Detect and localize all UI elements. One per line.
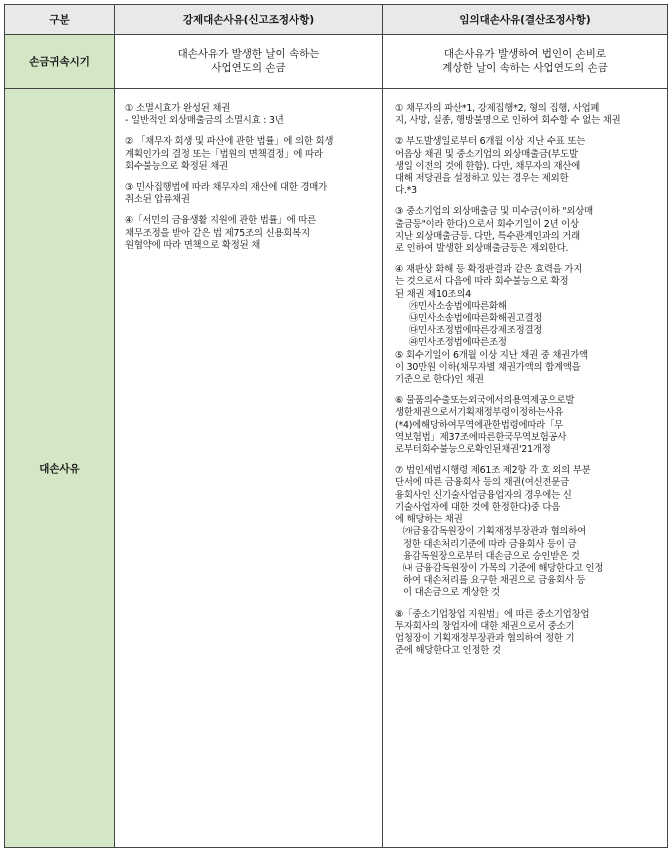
item7-subitem-a: ㈎금융감독원장이 기획재정부장관과 협의하여 정한 대손처리기준에 따라 금융회사 등이 금 융감독원장으로부터 대손금으로 승인받은 것 [403, 526, 587, 562]
voluntary-item-4: ④ 재판상 화해 등 확정판결과 같은 효력을 가지 는 것으로서 다음에 따라 회수불능으로 확정 된 채권 제10조의4 [395, 264, 583, 300]
deduction-table [4, 4, 668, 848]
voluntary-item-8: ⑧「중소기업창업 지원법」에 따른 중소기업창업 투자회사의 창업자에 대한 채권으로서 중소기 업청장이 기획재정부장관과 협의하여 정한 기 준에 해당한다고 인정한 것 [395, 608, 590, 657]
timing-row [5, 35, 667, 89]
item7-subitem-b: ㈏ 금융감독원장이 가목의 기준에 해당한다고 인정 하여 대손처리를 요구한 채권으로 금융회사 등 이 대손금으로 계상한 것 [403, 562, 604, 599]
court-subitem-4: ㉱민사조정법에따른조정 [409, 337, 507, 349]
forced-item-1: ① 소멸시효가 완성된 채권 - 일반적인 외상매출금의 소멸시효 : 3년 [125, 103, 284, 127]
reasons-label: 대손사유 [5, 89, 115, 847]
timing-voluntary-text: 대손사유가 발생하여 법인이 손비로 계상한 날이 속하는 사업연도의 손금 [442, 48, 608, 74]
forced-item-2: ② 「채무자 회생 및 파산에 관한 법률」에 의한 회생 계획인가의 결정 또는「법원의 면책결정」에 따라 회수불능으로 확정된 채권 [125, 136, 334, 172]
voluntary-item-5: ⑤ 회수기일이 6개월 이상 지난 채권 중 채권가액 이 30만원 이하(채무자별 채권가액의 합계액을 기준으로 한다)인 채권 [395, 349, 588, 386]
voluntary-reasons-list [395, 103, 661, 657]
forced-reasons-list [125, 103, 374, 252]
voluntary-item-6: ⑥ 물품의수출또는외국에서의용역제공으로발 생한채권으로서기획재정부령이정하는사유 (*4)에해당하여무역에관한법령에따라「무 역보험법」제37조에따른한국무역보험공사 로부터회수불능으로확인된채권'21개정 [395, 395, 575, 456]
header-row [5, 5, 667, 35]
timing-voluntary-cell [383, 35, 667, 88]
voluntary-item-2: ② 부도발생일로부터 6개월 이상 지난 수표 또는 어음상 채권 및 중소기업의 외상매출금(부도발 생일 이전의 것에 한함). 다만, 채무자의 재산에 대해 저당권을 설정하고 있는 경우는 제외한 다.*3 [395, 136, 586, 197]
forced-item-4: ④「서민의 금융생활 지원에 관한 법률」에 따른 채무조정을 받아 같은 법 제75조의 신용회복지 원협약에 따라 면책으로 확정된 채 [125, 215, 317, 251]
header-forced: 강제대손사유(신고조정사항) [115, 5, 383, 34]
court-subitem-3: ㉰민사조정법에따른강제조정결정 [409, 325, 543, 337]
voluntary-reasons-cell [383, 89, 667, 847]
timing-label: 손금귀속시기 [5, 35, 115, 88]
voluntary-item-3: ③ 중소기업의 외상매출금 및 미수금(이하 "외상매 출금등"이라 한다)으로서 회수기일이 2년 이상 지난 외상매출금등. 다만, 특수관계인과의 거래 로 인하여 발생한 외상매출금등은 제외한다. [395, 206, 593, 255]
header-voluntary: 임의대손사유(결산조정사항) [383, 5, 667, 34]
timing-forced-text: 대손사유가 발생한 날이 속하는 사업연도의 손금 [177, 48, 320, 74]
forced-reasons-cell [115, 89, 383, 847]
header-category: 구분 [5, 5, 115, 34]
timing-forced-cell [115, 35, 383, 88]
court-subitem-2: ㉯민사소송법에따른화해권고결정 [409, 313, 543, 325]
forced-item-3: ③ 민사집행법에 따라 채무자의 재산에 대한 경매가 취소된 압류채권 [125, 182, 328, 206]
court-subitem-1: ㉮민사소송법에따른화해 [409, 300, 507, 312]
voluntary-item-7: ⑦ 법인세법시행령 제61조 제2항 각 호 외의 부분 단서에 따른 금융회사 등의 채권(여신전문금 융회사인 신기술사업금융업자의 경우에는 신 기술사업자에 대한 것에 한정한다)중 다음 에 해당하는 채권 [395, 465, 591, 526]
voluntary-item-1: ① 채무자의 파산*1, 강제집행*2, 형의 집행, 사업폐 지, 사망, 실종, 행방불명으로 인하여 회수할 수 없는 채권 [395, 103, 621, 127]
reasons-row [5, 89, 667, 847]
